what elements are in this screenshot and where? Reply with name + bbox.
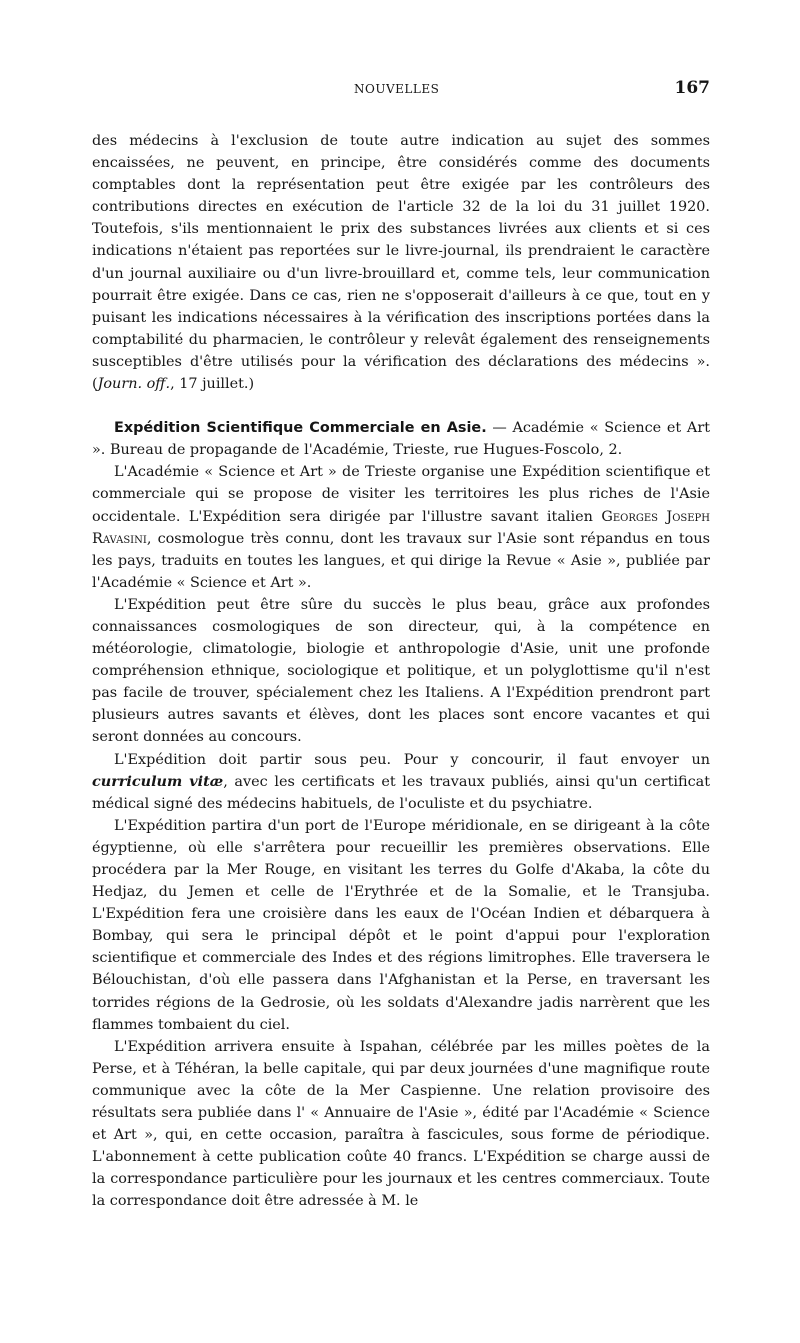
body-text (92, 130, 710, 1213)
paragraph-2: L'Expédition peut être sûre du succès le plus beau, grâce aux profondes connaissances cosmologiques de son directeur, qui, à la compétence en météorologie, climatologie, biologie et anthropologie d'Asie, unit une profonde compréhension ethnique, sociologique et politique, et un polyglottisme qu'il n'est pas facile de trouver, spécialement chez les Italiens. A l'Expédition prendront part plusieurs autres savants et élèves, dont les places sont encore vacantes et qui seront données au concours. (92, 596, 710, 746)
paragraph-1 (92, 461, 710, 594)
paragraph-3 (92, 749, 710, 815)
page-header (92, 78, 710, 102)
paragraph-3-text-b: , avec les certificats et les travaux publiés, ainsi qu'un certificat médical signé des médecins habituels, de l'oculiste et du psychiatre. (92, 773, 710, 812)
running-title: NOUVELLES (354, 82, 440, 96)
section-heading-paragraph (92, 417, 710, 461)
paragraph-1-text-a: L'Académie « Science et Art » de Trieste organise une Expédition scientifique et commerciale qui se propose de visiter les territoires les plus riches de l'Asie occidentale. L'Expédition sera dirigée par l'illustre savant italien (92, 464, 710, 525)
page-number: 167 (674, 78, 710, 98)
document-page (92, 78, 710, 1213)
source-citation: Journ. off. (97, 376, 171, 393)
paragraph-5: L'Expédition arrivera ensuite à Ispahan, célébrée par les milles poètes de la Perse, et à Téhéran, la belle capitale, qui par deux journées d'une magnifique route communique avec la côte de la Mer Caspienne. Une relation provisoire des résultats sera publiée dans l' « Annuaire de l'Asie », édité par l'Académie « Science et Art », qui, en cette occasion, paraîtra à fascicules, sous forme de périodique. L'abonnement à cette publication coûte 40 francs. L'Expédition se charge aussi de la correspondance particulière pour les journaux et les centres commerciaux. Toute la correspondance doit être adressée à M. le (92, 1038, 710, 1210)
paragraph-4: L'Expédition partira d'un port de l'Europe méridionale, en se dirigeant à la côte égyptienne, où elle s'arrêtera pour recueillir les premières observations. Elle procédera par la Mer Rouge, en visitant les terres du Golfe d'Akaba, la côte du Hedjaz, du Jemen et celle de l'Erythrée et de la Somalie, et le Transjuba. L'Expédition fera une croisière dans les eaux de l'Océan Indien et débarquera à Bombay, qui sera le principal dépôt et le point d'appui pour l'exploration scientifique et commerciale des Indes et des régions limitrophes. Elle traversera le Bélouchistan, d'où elle passera dans l'Afghanistan et la Perse, en traversant les torrides régions de la Gedrosie, où les soldats d'Alexandre jadis narrèrent que les flammes tombaient du ciel. (92, 817, 710, 1033)
paragraph-3-text-a: L'Expédition doit partir sous peu. Pour y concourir, il faut envoyer un (114, 751, 710, 768)
curriculum-vitae: curriculum vitæ (92, 772, 224, 790)
director-name: Georges Joseph Ravasini (92, 508, 710, 547)
intro-paragraph (92, 130, 710, 395)
paragraph-1-text-b: , cosmologue très connu, dont les travaux sur l'Asie sont répandus en tous les pays, traduits en toutes les langues, et qui dirige la Revue « Asie », publiée par l'Académie « Science et Art ». (92, 530, 710, 591)
intro-text: des médecins à l'exclusion de toute autre indication au sujet des sommes encaissées, ne peuvent, en principe, être considérés comme des documents comptables dont la représentation peut être exigée par les contrôleurs des contributions directes en exécution de l'article 32 de la loi du 31 juillet 1920. Toutefois, s'ils mentionnaient le prix des substances livrées aux clients et si ces indications n'étaient pas reportées sur le livre-journal, ils prendraient le caractère d'un journal auxiliaire ou d'un livre-brouillard et, comme tels, leur communication pourrait être exigée. Dans ce cas, rien ne s'opposerait d'ailleurs à ce que, tout en y puisant les indications nécessaires à la vérification des inscriptions portées dans la comptabilité du pharmacien, le contrôleur y relevât également des renseignements susceptibles d'être utilisés pour la vérification des déclarations des médecins ». ( (92, 133, 710, 393)
section-title: Expédition Scientifique Commerciale en Asie. (114, 420, 487, 437)
section-subtitle: — Académie « Science et Art ». Bureau de propagande de l'Académie, Trieste, rue Hugues-Foscolo, 2. (92, 420, 710, 459)
intro-date: , 17 juillet.) (170, 376, 255, 393)
